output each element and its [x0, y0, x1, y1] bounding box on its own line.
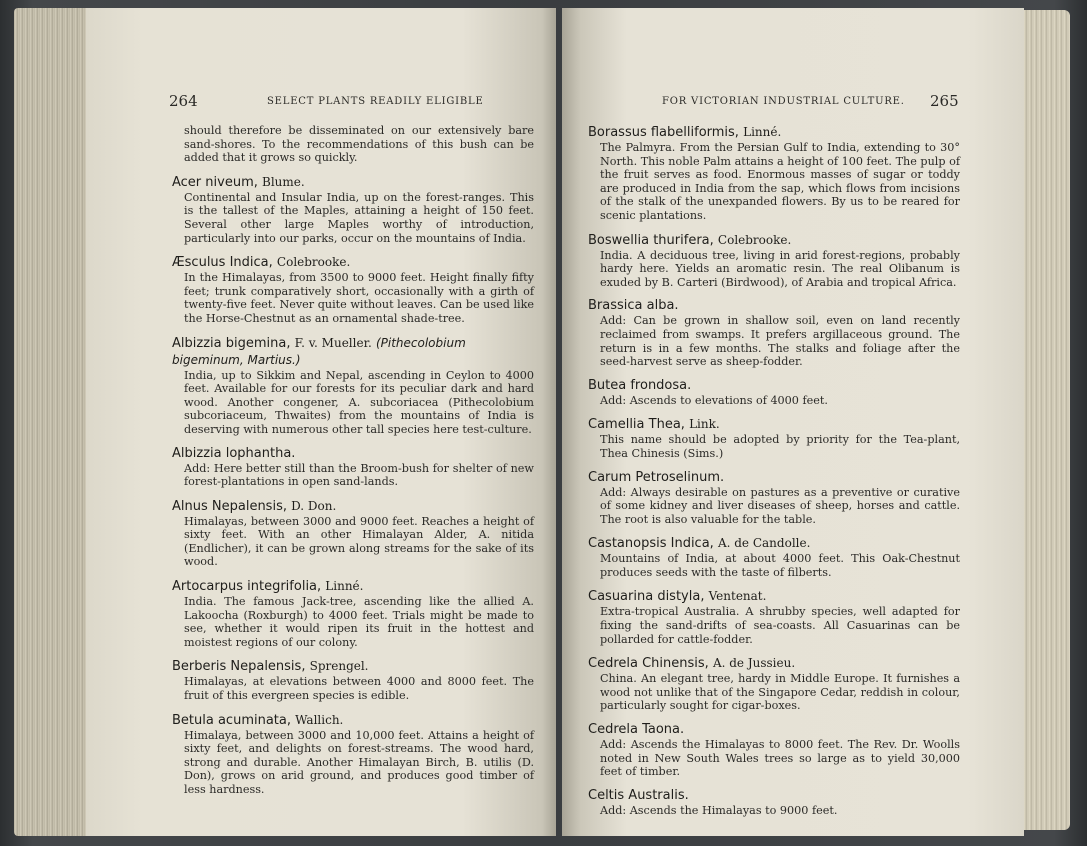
description: Continental and Insular India, up on the forest-ranges. This is the tallest of the Maples, attaining a height of 150 feet. Several other large Maples worthy of introduction, particularly into our parks, occur on the mountains of India. [184, 190, 534, 245]
species-name: Castanopsis Indica, [588, 536, 714, 552]
plant-name [588, 124, 960, 141]
plant-entry [588, 788, 960, 818]
plant-name [172, 498, 534, 515]
plant-entry [588, 655, 960, 713]
species-name: Cedrela Taona. [588, 722, 685, 738]
continued-text: should therefore be disseminated on our extensively bare sand-shores. To the recommendations of this bush can be added that it grows so quickly. [184, 124, 534, 165]
species-name: Albizzia lophantha. [172, 445, 296, 461]
description: Add: Always desirable on pastures as a preventive or curative of some kidney and liver diseases of sheep, horses and cattle. The root is also valuable for the table. [600, 485, 960, 526]
synonym: (Pithecolobium bigeminum, Martius.) [172, 335, 466, 367]
plant-entry [172, 335, 534, 437]
description: Add: Ascends the Himalayas to 8000 feet. The Rev. Dr. Woolls noted in New South Wales trees so large as to yield 30,000 feet of timber. [600, 738, 960, 779]
authority: Sprengel. [309, 659, 369, 674]
plant-name [588, 535, 960, 552]
plant-name [588, 655, 960, 672]
description: This name should be adopted by priority for the Tea-plant, Thea Chinesis (Sims.) [600, 433, 960, 460]
species-name: Celtis Australis. [588, 787, 689, 803]
authority: A. de Candolle. [717, 536, 811, 551]
description: Add: Can be grown in shallow soil, even on land recently reclaimed from swamps. It prefers argillaceous ground. The return is in a few months. The stalks and foliage after the seed-harvest serve as sheep-fodder. [600, 314, 960, 369]
page-edges-left [14, 8, 89, 836]
description: China. An elegant tree, hardy in Middle Europe. It furnishes a wood not unlike that of the Singapore Cedar, reddish in colour, particularly sought for cigar-boxes. [600, 672, 960, 713]
plant-name [588, 588, 960, 605]
plant-name [172, 658, 534, 675]
plant-name [172, 446, 534, 462]
right-page [562, 8, 1024, 836]
plant-name [588, 378, 960, 394]
description: Himalayas, at elevations between 4000 and 8000 feet. The fruit of this evergreen species is edible. [184, 675, 534, 703]
page-content [588, 124, 960, 826]
plant-name [588, 722, 960, 738]
description: Extra-tropical Australia. A shrubby species, well adapted for fixing the sand-drifts of sea-coasts. All Casuarinas can be pollarded for cattle-fodder. [600, 605, 960, 646]
description: India. A deciduous tree, living in arid forest-regions, probably hardy here. Yields an aromatic resin. The real Olibanum is exuded by B. Carteri (Birdwood), of Arabia and tropical Africa. [600, 248, 960, 289]
species-name: Albizzia bigemina, [172, 335, 291, 351]
species-name: Brassica alba. [588, 298, 679, 314]
species-name: Boswellia thurifera, [588, 232, 714, 248]
page-number: 265 [930, 92, 959, 110]
running-header: FOR VICTORIAN INDUSTRIAL CULTURE. [662, 96, 905, 107]
plant-entry [172, 445, 534, 489]
plant-name [588, 416, 960, 433]
description: India, up to Sikkim and Nepal, ascending in Ceylon to 4000 feet. Available for our forests for its peculiar dark and hard wood. Another congener, A. subcoriacea (Pithecolobium subcoriaceum, Thwaites) from the mountains of India is deserving with numerous other tall species here test-culture. [184, 368, 534, 436]
species-name: Casuarina distyla, [588, 589, 705, 605]
plant-entry [588, 378, 960, 408]
plant-name [172, 254, 534, 271]
plant-entry [588, 124, 960, 223]
authority: A. de Jussieu. [712, 656, 796, 671]
plant-entry [172, 174, 534, 245]
authority: D. Don. [291, 498, 337, 513]
plant-entry [172, 498, 534, 569]
authority: Colebrooke. [276, 255, 351, 270]
description: The Palmyra. From the Persian Gulf to India, extending to 30° North. This noble Palm attains a height of 100 feet. The pulp of the fruit serves as food. Enormous masses of sugar or toddy are produced in India from the sap, which flows from incisions of the stalk of the unexpanded flowers. By us to be reared for scenic plantations. [600, 141, 960, 222]
plant-name [172, 335, 534, 369]
species-name: Artocarpus integrifolia, [172, 579, 322, 595]
authority: Ventenat. [708, 589, 767, 604]
species-name: Camellia Thea, [588, 417, 685, 433]
plant-name [172, 712, 534, 729]
species-name: Borassus flabelliformis, [588, 125, 739, 140]
description: Add: Ascends the Himalayas to 9000 feet. [600, 803, 838, 817]
running-header: SELECT PLANTS READILY ELIGIBLE [267, 96, 484, 107]
page-edges-right [1018, 10, 1070, 830]
species-name: Cedrela Chinensis, [588, 656, 709, 672]
plant-entry [588, 470, 960, 527]
authority: Blume. [262, 174, 305, 189]
species-name: Betula acuminata, [172, 712, 291, 728]
plant-name [172, 174, 534, 191]
authority: Colebrooke. [717, 232, 792, 247]
authority: F. v. Mueller. [294, 335, 372, 350]
species-name: Alnus Nepalensis, [172, 498, 287, 514]
species-name: Butea frondosa. [588, 377, 692, 393]
plant-name [588, 298, 960, 314]
plant-entry [588, 416, 960, 460]
authority: Link. [689, 417, 720, 432]
entry-list [172, 174, 534, 797]
plant-entry [172, 712, 534, 797]
description: Himalayas, between 3000 and 9000 feet. Reaches a height of sixty feet. With an other Himalayan Alder, A. nitida (Endlicher), it can be grown along streams for the sake of its wood. [184, 514, 534, 569]
plant-entry [172, 254, 534, 325]
species-name: Æsculus Indica, [172, 255, 273, 271]
plant-name [588, 232, 960, 249]
description: In the Himalayas, from 3500 to 9000 feet. Height finally fifty feet; trunk comparatively short, occasionally with a girth of twenty-five feet. Never quite without leaves. Can be used like the Horse-Chestnut as an ornamental shade-tree. [184, 271, 534, 325]
plant-name [588, 788, 960, 804]
authority: Linné. [743, 125, 782, 139]
description: Himalaya, between 3000 and 10,000 feet. Attains a height of sixty feet, and delights on forest-streams. The wood hard, strong and durable. Another Himalayan Birch, B. utilis (D. Don), grows on arid ground, and produces good timber of less hardness. [184, 728, 534, 796]
page-number: 264 [169, 92, 198, 110]
plant-entry [588, 232, 960, 290]
description: Add: Here better still than the Broom-bush for shelter of new forest-plantations in open sand-lands. [184, 461, 534, 489]
plant-name [588, 470, 960, 486]
plant-name [172, 578, 534, 595]
authority: Linné. [325, 579, 364, 594]
plant-entry [588, 722, 960, 779]
description: Add: Ascends to elevations of 4000 feet. [600, 393, 828, 407]
description: Mountains of India, at about 4000 feet. This Oak-Chestnut produces seeds with the taste of filberts. [600, 552, 960, 579]
species-name: Berberis Nepalensis, [172, 659, 306, 675]
plant-entry [172, 578, 534, 649]
plant-entry [588, 298, 960, 368]
page-content [172, 124, 534, 806]
entry-list [588, 124, 960, 817]
authority: Wallich. [295, 712, 344, 727]
plant-entry [588, 588, 960, 646]
plant-entry [588, 535, 960, 579]
plant-entry [172, 658, 534, 703]
species-name: Carum Petroselinum. [588, 469, 725, 485]
description: India. The famous Jack-tree, ascending like the allied A. Lakoocha (Roxburgh) to 4000 feet. Trials might be made to see, whether it would ripen its fruit in the hottest and moistest regions of our colony. [184, 595, 534, 649]
species-name: Acer niveum, [172, 174, 258, 190]
left-page [86, 8, 556, 836]
